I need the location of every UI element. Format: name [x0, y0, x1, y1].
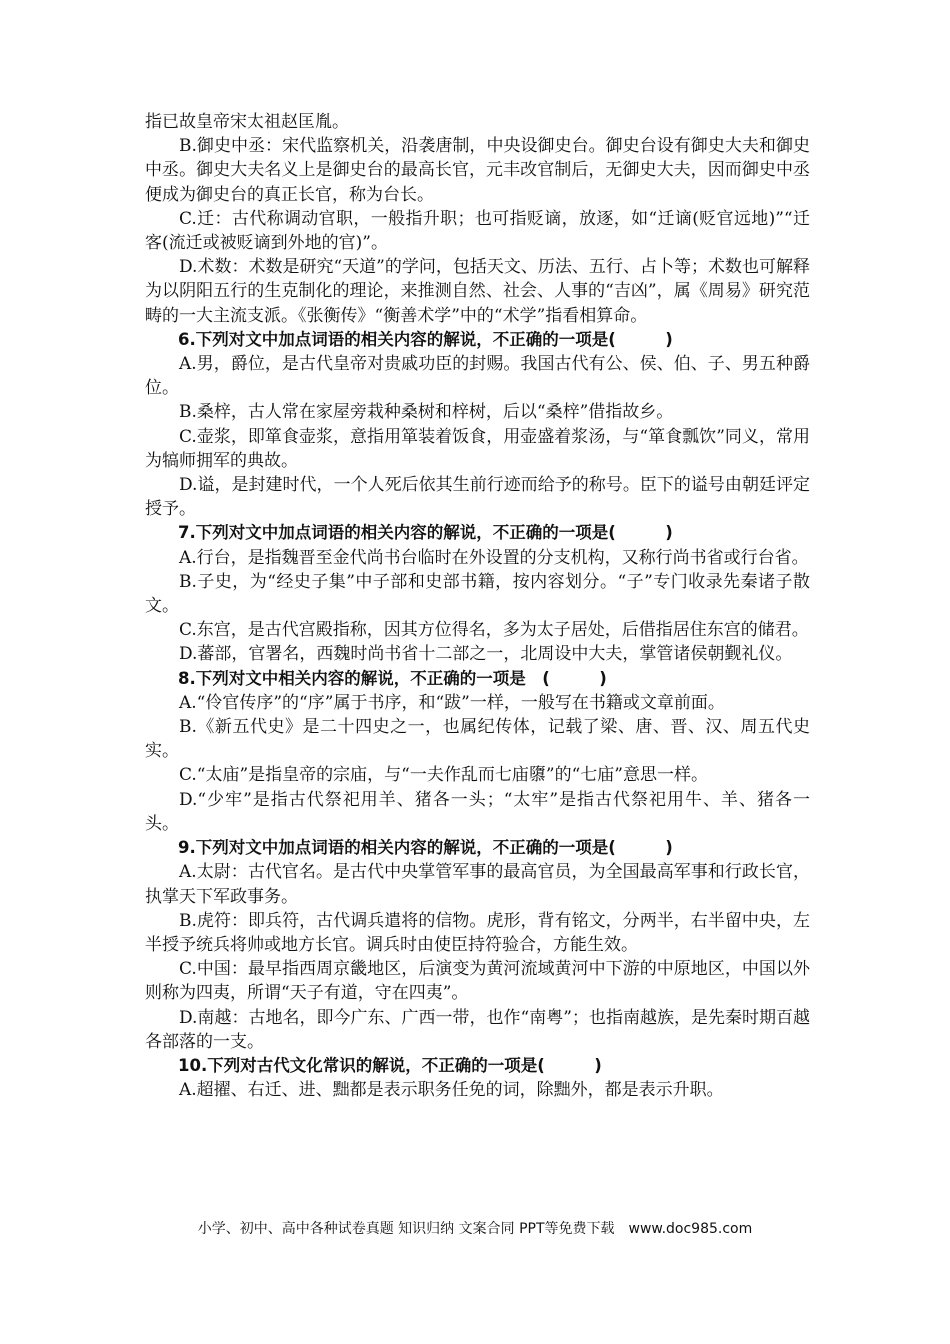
q7-option-a: A.行台，是指魏晋至金代尚书台临时在外设置的分支机构，又称行尚书省或行台省。 [179, 547, 809, 568]
option-c-qian: C.迁：古代称调动官职，一般指升职；也可指贬谪，放逐，如“迁谪(贬官远地)”“迁客(流迁或被贬谪到外地的官)”。 [145, 208, 810, 254]
option-b-yushizhongcheng: B.御史中丞：宋代监察机关，沿袭唐制，中央设御史台。御史台设有御史大夫和御史中丞。御史大夫名义上是御史台的最高长官，元丰改官制后，无御史大夫，因而御史中丞便成为御史台的真正长官，称为台长。 [145, 136, 810, 205]
q6-option-d: D.谥，是封建时代，一个人死后依其生前行迹而给予的称号。臣下的谥号由朝廷评定授予。 [145, 475, 810, 520]
q6-option-a: A.男，爵位，是古代皇帝对贵戚功臣的封赐。我国古代有公、侯、伯、子、男五种爵位。 [145, 354, 810, 399]
question-7: 7.下列对文中加点词语的相关内容的解说，不正确的一项是( ) [178, 523, 673, 543]
question-10: 10.下列对古代文化常识的解说，不正确的一项是( ) [178, 1055, 602, 1075]
q7-option-d: D.蕃部，官署名，西魏时尚书省十二部之一，北周设中大夫，掌管诸侯朝觐礼仪。 [179, 644, 793, 665]
q8-option-c: C.“太庙”是指皇帝的宗庙，与“一夫作乱而七庙隳”的“七庙”意思一样。 [179, 765, 708, 786]
q7-option-b: B.子史，为“经史子集”中子部和史部书籍，按内容划分。“子”专门收录先秦诸子散文。 [145, 571, 810, 617]
option-d-shushu: D.术数：术数是研究“天道”的学问，包括天文、历法、五行、占卜等；术数也可解释为以阴阳五行的生克制化的理论，来推测自然、社会、人事的“吉凶”，属《周易》研究范畴的一大主流支派。《张衡传》“衡善术学”中的“术学”指看相算命。 [145, 257, 810, 326]
q6-option-b: B.桑梓，古人常在家屋旁栽种桑树和梓树，后以“桑梓”借指故乡。 [179, 402, 674, 423]
q6-option-c: C.壶浆，即箪食壶浆，意指用箪装着饭食，用壶盛着浆汤，与“箪食瓢饮”同义，常用为犒师拥军的典故。 [145, 426, 810, 471]
question-6: 6.下列对文中加点词语的相关内容的解说，不正确的一项是( ) [178, 329, 673, 349]
paragraph-continuation: 指已故皇帝宋太祖赵匡胤。 [145, 112, 349, 132]
q9-option-c: C.中国：最早指西周京畿地区，后演变为黄河流域黄河中下游的中原地区，中国以外则称为四夷，所谓“天子有道，守在四夷”。 [145, 959, 810, 1004]
question-9: 9.下列对文中加点词语的相关内容的解说，不正确的一项是( ) [178, 838, 673, 858]
question-8: 8.下列对文中相关内容的解说，不正确的一项是 ( ) [178, 668, 607, 688]
q8-option-a: A.“伶官传序”的“序”属于书序，和“跋”一样，一般写在书籍或文章前面。 [179, 692, 725, 713]
q8-option-d: D.“少牢”是指古代祭祀用羊、猪各一头；“太牢”是指古代祭祀用牛、羊、猪各一头。 [145, 789, 810, 834]
q9-option-d: D.南越：古地名，即今广东、广西一带，也作“南粤”；也指南越族，是先秦时期百越各部落的一支。 [145, 1007, 810, 1052]
page-footer: 小学、初中、高中各种试卷真题 知识归纳 文案合同 PPT等免费下载 www.doc985.com [197, 1221, 753, 1237]
q7-option-c: C.东宫，是古代宫殿指称，因其方位得名，多为太子居处，后借指居住东宫的储君。 [179, 620, 809, 641]
q9-option-b: B.虎符：即兵符，古代调兵遣将的信物。虎形，背有铭文，分两半，右半留中央，左半授予统兵将帅或地方长官。调兵时由使臣持符验合，方能生效。 [145, 910, 810, 955]
document-body [145, 110, 810, 1102]
q9-option-a: A.太尉：古代官名。是古代中央掌管军事的最高官员，为全国最高军事和行政长官，执掌天下军政事务。 [145, 862, 810, 907]
q10-option-a: A.超擢、右迁、进、黜都是表示职务任免的词，除黜外，都是表示升职。 [179, 1080, 724, 1101]
q8-option-b: B.《新五代史》是二十四史之一，也属纪传体，记载了梁、唐、晋、汉、周五代史实。 [145, 717, 810, 762]
